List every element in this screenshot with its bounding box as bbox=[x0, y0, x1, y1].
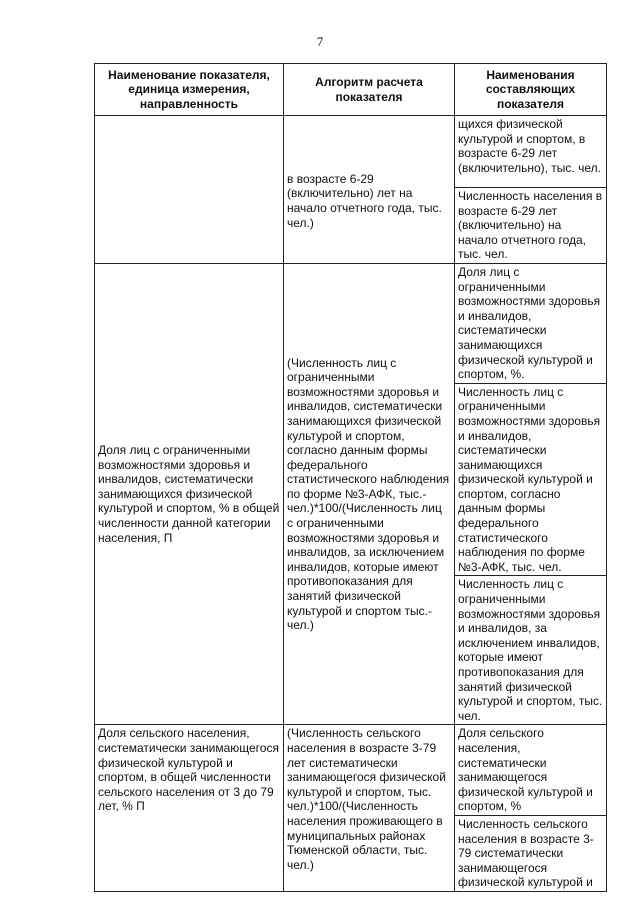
indicator-cell bbox=[95, 116, 284, 264]
table-row bbox=[95, 116, 607, 188]
component-cell: Доля сельского населения, систематически занимающегося физической культурой и спортом, % bbox=[455, 725, 607, 816]
header-indicator-name: Наименование показателя, единица измерения, направленность bbox=[95, 64, 284, 116]
page-number: 7 bbox=[316, 34, 324, 49]
component-cell: Доля лиц с ограниченными возможностями здоровья и инвалидов, систематически занимающихся физической культурой и спортом, %. bbox=[455, 263, 607, 383]
table-row bbox=[95, 725, 607, 816]
indicator-cell: Доля сельского населения, систематически занимающегося физической культурой и спортом, в общей численности сельского населения от 3 до 79 лет, % П bbox=[95, 725, 284, 892]
header-algorithm: Алгоритм расчета показателя bbox=[284, 64, 455, 116]
component-cell: щихся физической культурой и спортом, в возрасте 6-29 лет (включительно), тыс. чел. bbox=[455, 116, 607, 188]
table-header-row bbox=[95, 64, 607, 116]
component-cell: Численность сельского населения в возрасте 3-79 систематически занимающегося физической культурой и bbox=[455, 815, 607, 891]
header-components: Наименования составляющих показателя bbox=[455, 64, 607, 116]
algorithm-cell: (Численность лиц с ограниченными возможностями здоровья и инвалидов, систематически занимающихся физической культурой и спортом, согласно данным формы федерального статистического наблюдения по форме №3-АФК, тыс.-чел.)*100/(Численность лиц с ограниченными возможностями здоровья и инвалидов, за исключением инвалидов, которые имеют противопоказания для занятий физической культурой и спортом тыс.-чел.) bbox=[284, 263, 455, 724]
indicator-cell: Доля лиц с ограниченными возможностями здоровья и инвалидов, систематически занимающихся физической культурой и спортом, % в общей численности данной категории населения, П bbox=[95, 263, 284, 724]
component-cell: Численность лиц с ограниченными возможностями здоровья и инвалидов, систематически занимающихся физической культурой и спортом, согласно данным формы федерального статистического наблюдения по форме №3-АФК, тыс. чел. bbox=[455, 383, 607, 576]
table-row bbox=[95, 263, 607, 383]
algorithm-cell: (Численность сельского населения в возрасте 3-79 лет систематически занимающегося физической культурой и спортом, тыс. чел.)*100/(Численность населения проживающего в муниципальных районах Тюменской области, тыс. чел.) bbox=[284, 725, 455, 892]
component-cell: Численность лиц с ограниченными возможностями здоровья и инвалидов, за исключением инвалидов, которые имеют противопоказания для занятий физической культурой и спортом, тыс. чел. bbox=[455, 576, 607, 725]
indicators-table bbox=[94, 63, 607, 892]
algorithm-cell: в возрасте 6-29 (включительно) лет на начало отчетного года, тыс. чел.) bbox=[284, 116, 455, 264]
component-cell: Численность населения в возрасте 6-29 лет (включительно) на начало отчетного года, тыс. чел. bbox=[455, 188, 607, 264]
